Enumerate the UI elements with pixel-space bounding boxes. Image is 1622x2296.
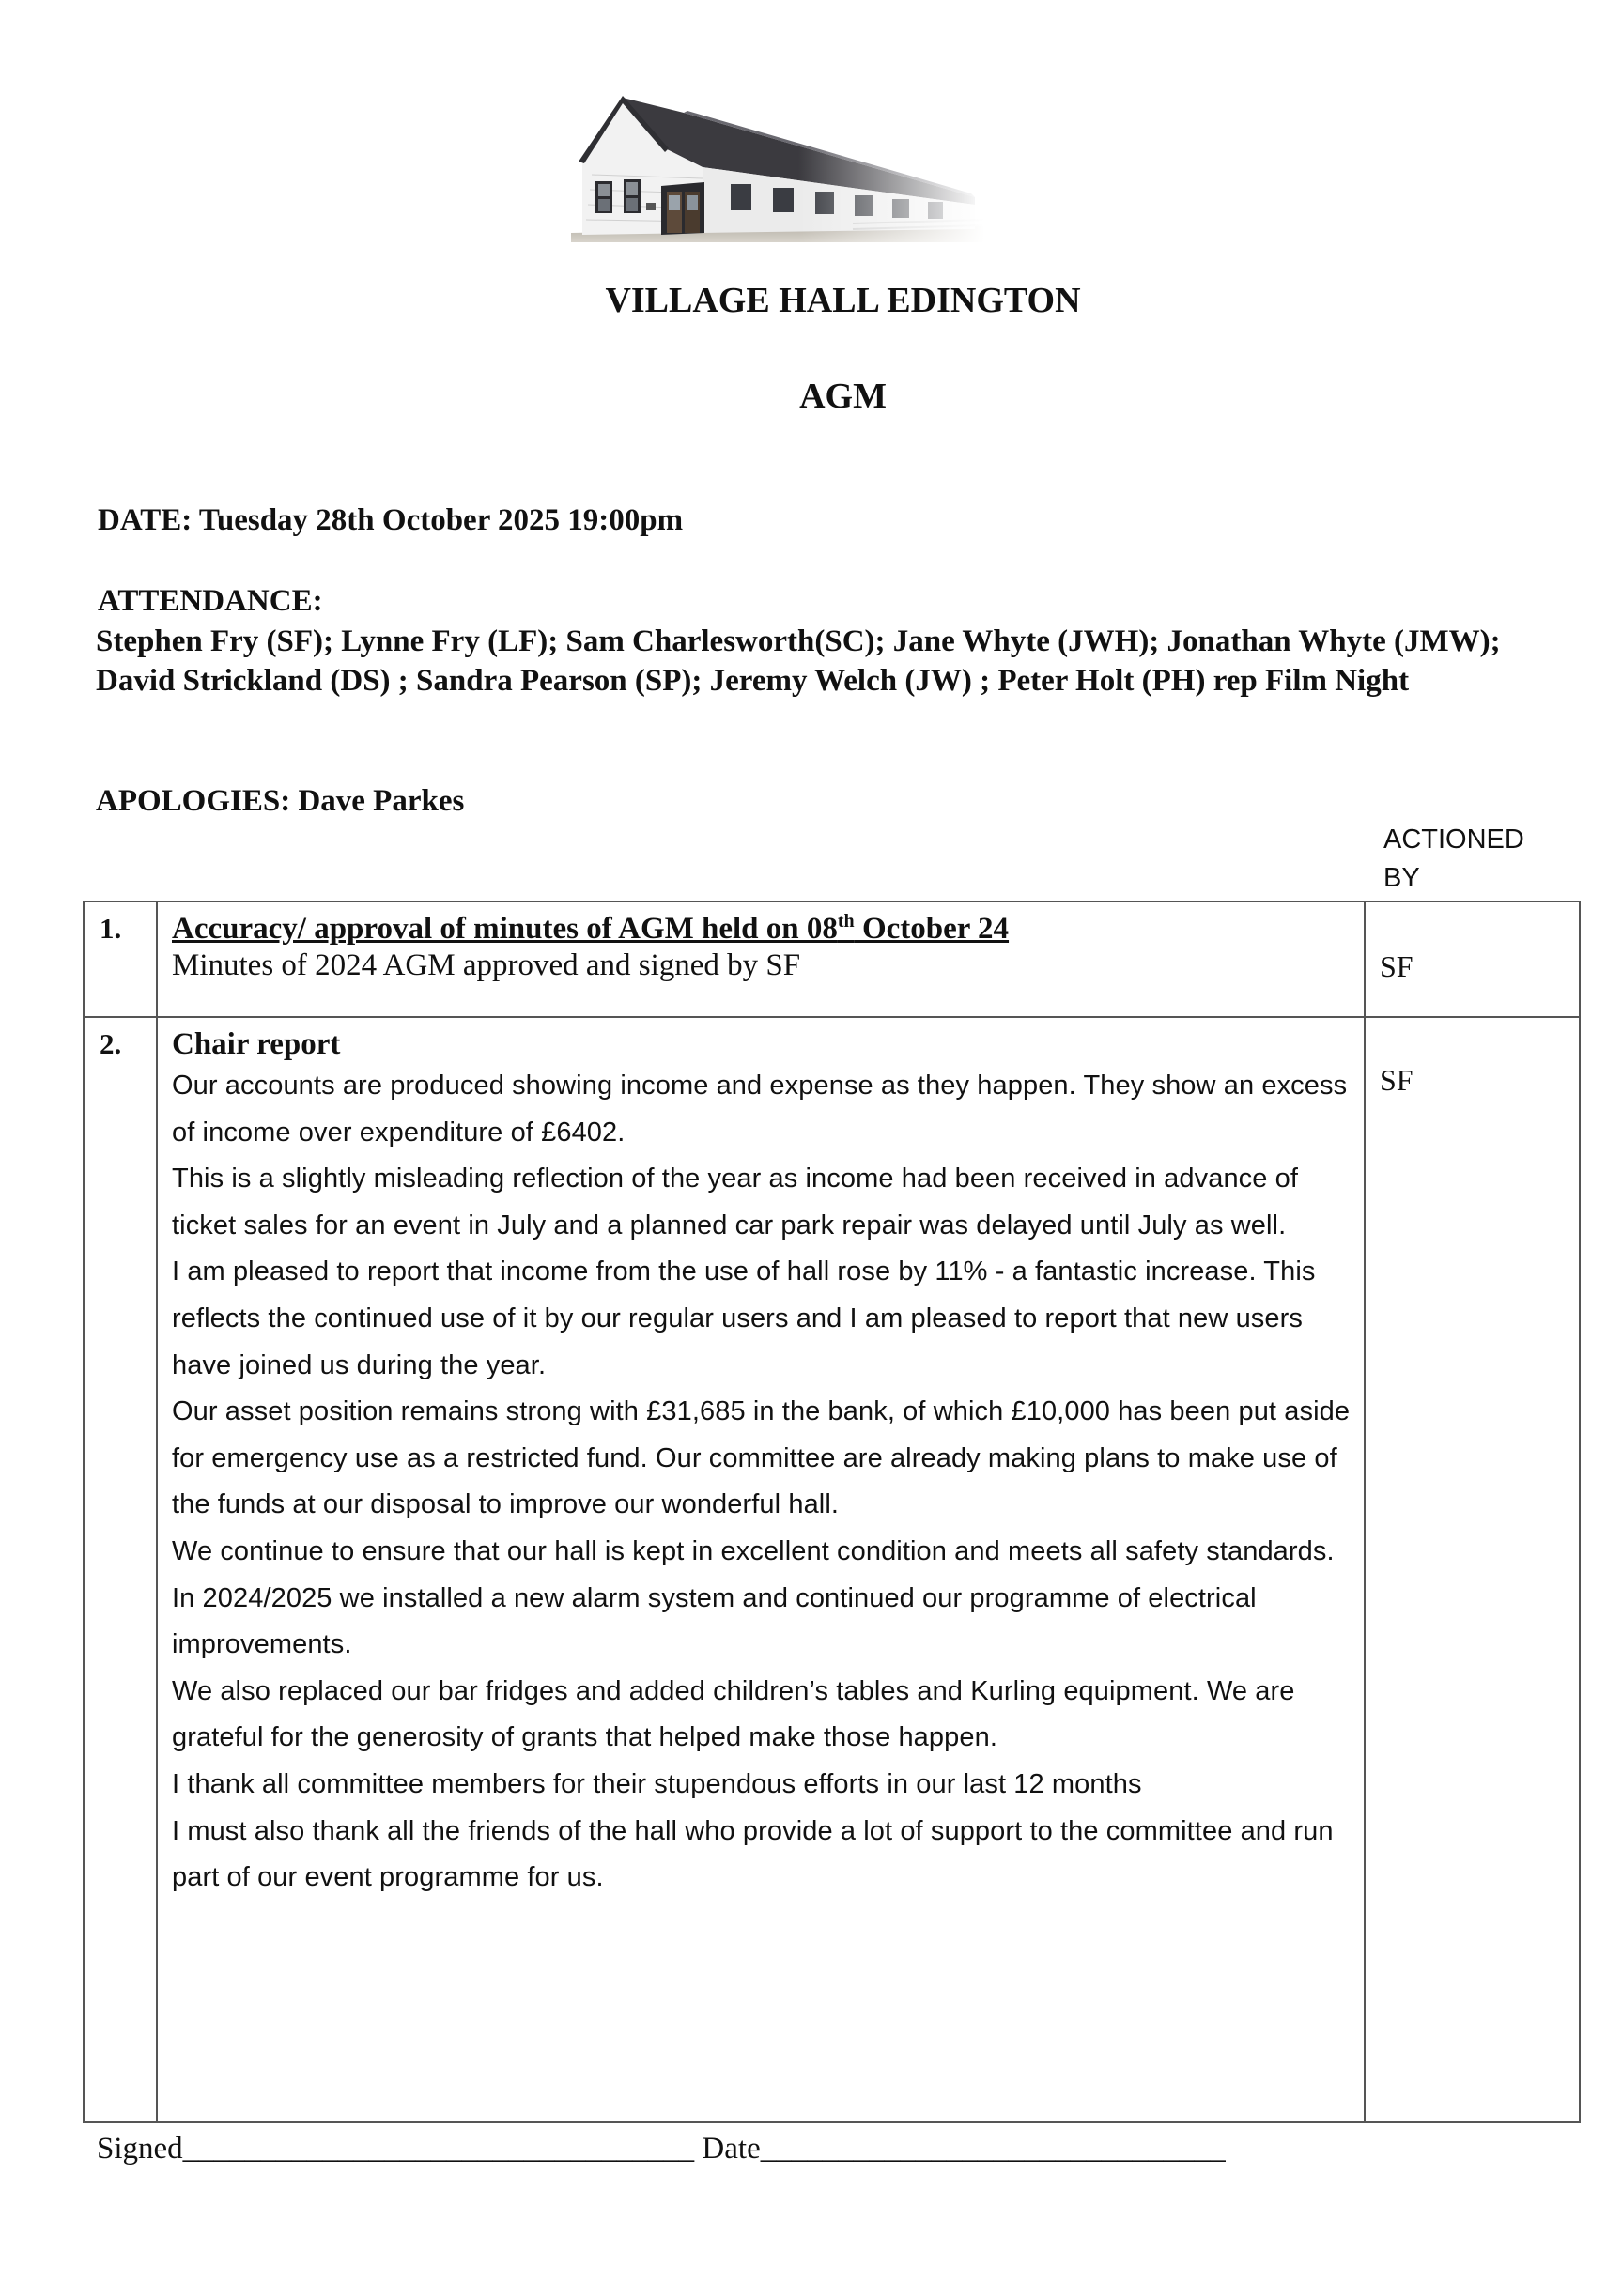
document-title: VILLAGE HALL EDINGTON [605,281,1081,320]
signature-line [97,2130,1226,2167]
report-paragraph: Our asset position remains strong with £31,685 in the bank, of which £10,000 has been put aside for emergency use as a restricted fund. Our committee are already making plans to make use of the funds at our disposal to improve our wonderful hall. [172,1396,1351,1520]
table-row [84,1017,1580,2122]
report-paragraph: This is a slightly misleading reflection of the year as income had been received in advance of ticket sales for an event in July and a planned car park repair was delayed until July as well. [172,1163,1299,1240]
actioned-by-cell [1365,901,1580,1017]
signed-blank: _________________________________ [182,2132,695,2165]
actioned-by-header: ACTIONED BY [1383,824,1524,893]
actioned-by-cell [1365,1017,1580,2122]
report-paragraph: I am pleased to report that income from the use of hall rose by 11% - a fantastic increase. This reflects the continued use of it by our regular users and I am pleased to report that new users have joined us during the year. [172,1256,1316,1380]
item-body-cell [157,1017,1365,2122]
attendance-list: Stephen Fry (SF); Lynne Fry (LF); Sam Charlesworth(SC); Jane Whyte (JWH); Jonathan Whyte (JMW); David Strickland (DS) ; Sandra Pearson (SP); Jeremy Welch (JW) ; Peter Holt (PH) rep Film Night [96,624,1501,698]
report-paragraph: We continue to ensure that our hall is kept in excellent condition and meets all safety standards. In 2024/2025 we installed a new alarm system and continued our programme of electrical improvements. [172,1535,1335,1660]
item-number-cell [84,1017,157,2122]
actioned-by-value: SF [1380,949,1413,983]
actioned-by-value: SF [1380,1063,1413,1097]
report-paragraph: I thank all committee members for their stupendous efforts in our last 12 months [172,1768,1142,1799]
signed-label: Signed [97,2132,183,2165]
item-title-superscript: th [837,911,855,932]
item-title-suffix: October 24 [854,912,1010,946]
chair-report-text [158,1063,1364,1902]
item-number: 2. [100,1027,122,1060]
item-number-cell [84,901,157,1017]
item-title [158,902,1364,948]
apologies: APOLOGIES: Dave Parkes [96,784,465,818]
attendance-label: ATTENDANCE: [98,584,323,618]
document-subtitle: AGM [799,377,887,416]
minutes-table [83,901,1581,2123]
item-text: Minutes of 2024 AGM approved and signed by SF [172,948,801,982]
item-title: Chair report [172,1027,341,1061]
date-label: Date [694,2132,761,2165]
village-hall-building-icon [571,92,984,242]
report-paragraph: We also replaced our bar fridges and added children’s tables and Kurling equipment. We are grateful for the generosity of grants that helped make those happen. [172,1675,1295,1753]
meeting-date: DATE: Tuesday 28th October 2025 19:00pm [98,503,684,537]
item-number: 1. [100,912,122,945]
table-row [84,901,1580,1017]
report-paragraph: Our accounts are produced showing income and expense as they happen. They show an excess of income over expenditure of £6402. [172,1071,1348,1148]
item-title-text: Accuracy/ approval of minutes of AGM held on 08 [172,912,838,946]
report-paragraph: I must also thank all the friends of the hall who provide a lot of support to the committee and run part of our event programme for us. [172,1815,1334,1893]
date-blank: ______________________________ [760,2132,1226,2165]
item-body-cell [157,901,1365,1017]
